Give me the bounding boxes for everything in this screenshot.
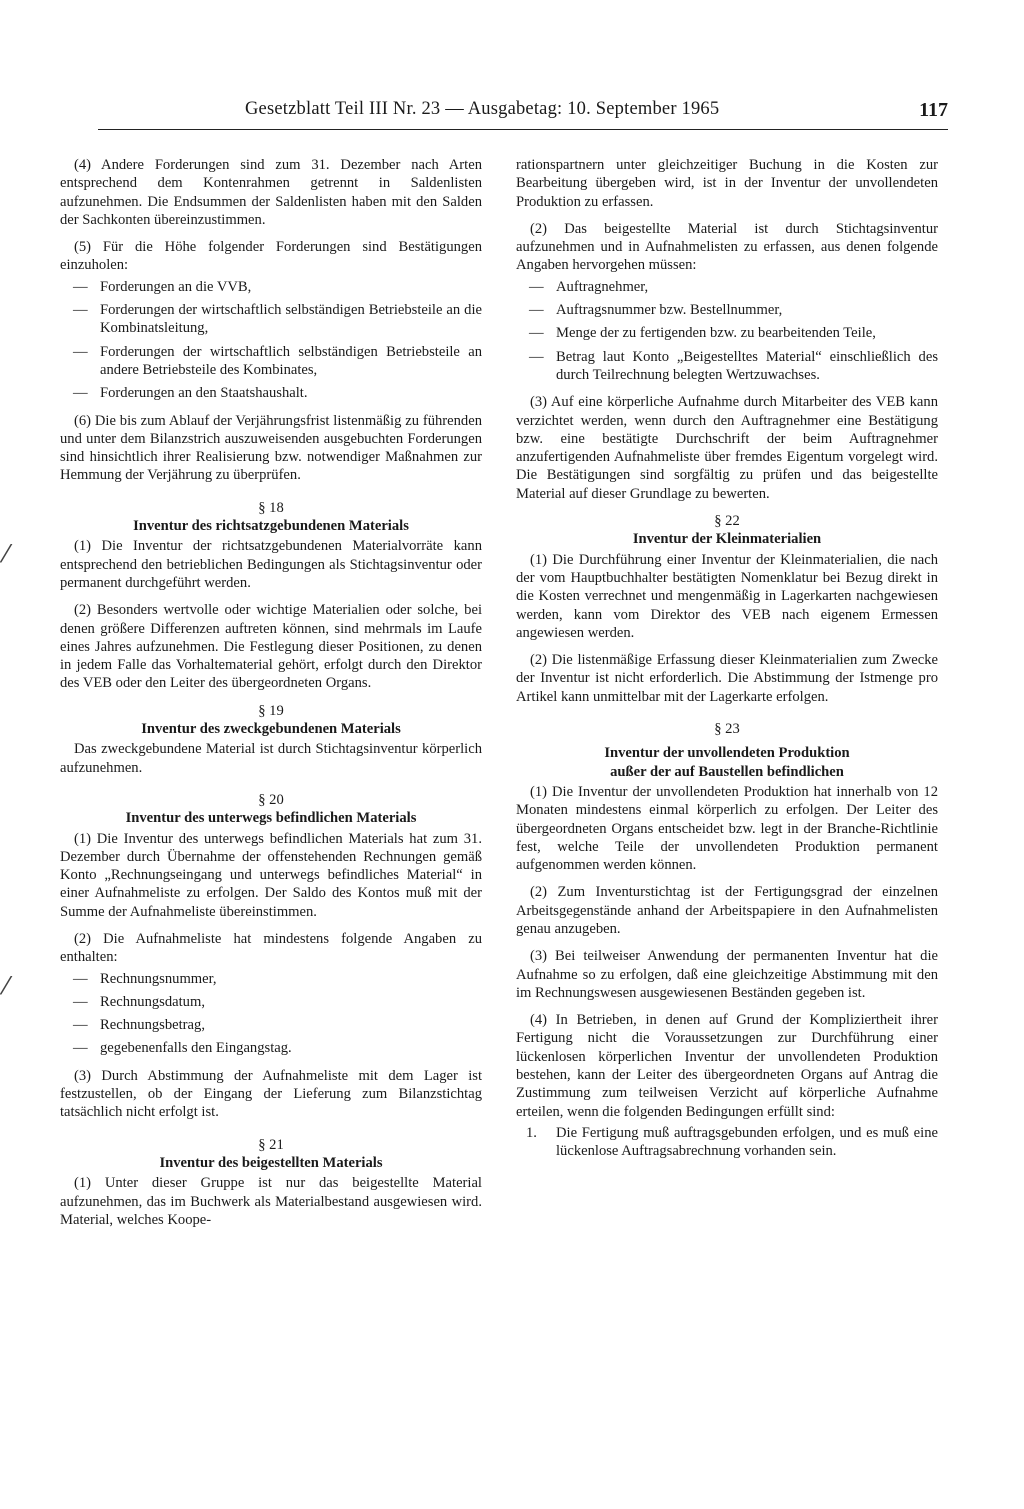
header-rule (98, 129, 948, 130)
section-number: § 22 (714, 513, 740, 530)
list-number: 1. (526, 1124, 537, 1141)
paragraph: (2) Besonders wertvolle oder wichtige Materialien oder solche, bei denen größere Differenzen auftreten können, sind mehrmals im Laufe eines Jahres aufzunehmen. Die Festlegung dieser Positionen, zu denen in jedem Falle das Vorhaltematerial gehört, erfolgt durch den Direktor des VEB oder den Leiter des übergeordneten Organs. (60, 602, 482, 692)
page-number: 117 (919, 99, 948, 121)
paragraph: (3) Durch Abstimmung der Aufnahmeliste mit dem Lager ist festzustellen, ob der Eingang der Lieferung zum Bilanzstichtag tatsächlich nicht erfolgt ist. (60, 1067, 482, 1121)
list-item: — Rechnungsdatum, (60, 993, 482, 1011)
list-item: — Betrag laut Konto „Beigestelltes Material“ einschließlich des durch Teilrechnung belegten Wertzuwachses. (516, 348, 938, 385)
list-item: — gegebenenfalls den Eingangstag. (60, 1039, 482, 1057)
list-item: — Rechnungsnummer, (60, 970, 482, 988)
section-number: § 18 (258, 499, 284, 516)
section-title: Inventur des zweckgebundenen Materials (141, 721, 401, 738)
page-header (98, 99, 948, 139)
list-item: — Menge der zu fertigenden bzw. zu bearbeitenden Teile, (516, 324, 938, 342)
list-item: — Forderungen an den Staatshaushalt. (60, 384, 482, 402)
section-number: § 21 (258, 1136, 284, 1153)
section-title: Inventur des beigestellten Materials (159, 1154, 383, 1171)
paragraph: (1) Die Durchführung einer Inventur der Kleinmaterialien, die nach der vom Hauptbuchhalter bestätigten Nomenklatur bei Bezug direkt in die Kosten verrechnet und mengenmäßig in Lagerkarten nachgewiesen werden, kann vom Direktor des VEB nach eigenem Ermessen angewiesen werden. (516, 551, 938, 641)
paragraph: (2) Die listenmäßige Erfassung dieser Kleinmaterialien zum Zwecke der Inventur ist nicht erforderlich. Die Abstimmung der Istmenge pro Artikel kann unmittelbar mit der Lagerkarte erfolgen. (516, 652, 938, 705)
paragraph: (3) Auf eine körperliche Aufnahme durch Mitarbeiter des VEB kann verzichtet werden, wenn durch den Auftragnehmer eine Bestätigung bzw. eine bestätigte Durchschrift der beim Auftragnehmer anzufertigenden Aufnahmeliste über fremdes Eigentum vorgelegt wird. Die Bestätigungen sind sorgfältig zu prüfen und das beigestellte Material auf dieser Grundlage zu bewerten. (516, 394, 938, 502)
header-title: Gesetzblatt Teil III Nr. 23 — Ausgabetag: 10. September 1965 (245, 99, 720, 119)
list-item: — Forderungen der wirtschaftlich selbständigen Betriebsteile an die Kombinatsleitung, (60, 301, 482, 338)
list-item: — Forderungen der wirtschaftlich selbständigen Betriebsteile an andere Betriebsteile des Kombinates, (60, 343, 482, 380)
section-number: § 20 (258, 791, 284, 808)
section-title: Inventur des unterwegs befindlichen Materials (125, 810, 417, 827)
section-title: Inventur des richtsatzgebundenen Materials (133, 518, 409, 535)
section-title: außer der auf Baustellen befindlichen (610, 763, 844, 780)
paragraph: (6) Die bis zum Ablauf der Verjährungsfrist listenmäßig zu führenden und unter dem Bilanzstrich auszuweisenden ausgebuchten Forderungen sind hinsichtlich ihrer Realisierung bzw. notwendiger Maßnahmen zur Hemmung der Verjährung zu überprüfen. (60, 412, 482, 484)
margin-mark: ⁄ (4, 540, 9, 568)
list-item (516, 1124, 938, 1161)
list-item: — Auftragnehmer, (516, 278, 938, 296)
section-title: Inventur der unvollendeten Produktion (604, 745, 850, 762)
paragraph: Das zweckgebundene Material ist durch Stichtagsinventur körperlich aufzunehmen. (60, 741, 482, 776)
section-number: § 23 (714, 721, 740, 738)
paragraph: (3) Bei teilweiser Anwendung der permanenten Inventur hat die Aufnahme so zu erfolgen, daß eine gleichzeitige Abstimmung mit den im Rechnungswesen ausgewiesenen Beständen gegeben ist. (516, 948, 938, 1001)
numbered-list (516, 1124, 938, 1161)
paragraph: (2) Die Aufnahmeliste hat mindestens folgende Angaben zu enthalten: (60, 930, 482, 966)
paragraph: (1) Die Inventur der richtsatzgebundenen Materialvorräte kann entsprechend den betrieblichen Bedingungen als Stichtagsinventur oder permanent durchgeführt werden. (60, 538, 482, 591)
paragraph: (1) Die Inventur des unterwegs befindlichen Materials hat zum 31. Dezember durch Übernahme der offenstehenden Rechnungen gemäß Konto „Rechnungseingang und unterwegs befindliches Material“ in einer Aufnahmeliste zu erfolgen. Der Saldo des Kontos muß mit der Summe der Aufnahmeliste übereinstimmen. (60, 830, 482, 920)
paragraph: (1) Die Inventur der unvollendeten Produktion hat innerhalb von 12 Monaten mindestens einmal körperlich zu erfolgen. Der Leiter des übergeordneten Organs entscheidet bzw. legt in der Branche-Richtlinie fest, welche Teile der unvollendeten Produktion permanent aufgenommen werden können. (516, 783, 938, 874)
paragraph: (4) Andere Forderungen sind zum 31. Dezember nach Arten entsprechend dem Kontenrahmen getrennt in Saldenlisten aufzunehmen. Die Endsummen der Saldenlisten haben mit den Salden der Sachkonten übereinzustimmen. (60, 157, 482, 228)
paragraph: (4) In Betrieben, in denen auf Grund der Kompliziertheit ihrer Fertigung nicht die Voraussetzungen zur Durchführung einer lückenlosen körperlichen Inventur der unvollendeten Produktion bestehen, kann der Leiter des übergeordneten Organs auf Antrag die Zustimmung zum teilweisen Verzicht auf körperliche Aufnahme erteilen, wenn die folgenden Bedingungen erfüllt sind: (516, 1012, 938, 1120)
list-item: — Auftragsnummer bzw. Bestellnummer, (516, 301, 938, 319)
dash-list (516, 278, 938, 384)
section-title: Inventur der Kleinmaterialien (632, 531, 822, 548)
list-item: — Forderungen an die VVB, (60, 278, 482, 296)
list-item: — Rechnungsbetrag, (60, 1016, 482, 1034)
dash-list (60, 278, 482, 403)
paragraph: (1) Unter dieser Gruppe ist nur das beigestellte Material aufzunehmen, das im Buchwerk als Materialbestand ausgewiesen wird. Material, welches Koope- (60, 1175, 482, 1228)
list-text: Die Fertigung muß auftragsgebunden erfolgen, und es muß eine lückenlose Auftragsabrechnung vorhanden sein. (556, 1124, 938, 1160)
margin-mark: ⁄ (4, 972, 9, 1000)
paragraph: (2) Zum Inventurstichtag ist der Fertigungsgrad der einzelnen Arbeitsgegenstände anhand der Arbeitspapiere in den Aufnahmelisten genau anzugeben. (516, 884, 938, 937)
paragraph: rationspartnern unter gleichzeitiger Buchung in die Kosten zur Bearbeitung übergeben wird, ist in der Inventur der unvollendeten Produktion zu erfassen. (516, 157, 938, 210)
right-column (516, 156, 938, 1161)
dash-list (60, 970, 482, 1058)
paragraph: (2) Das beigestellte Material ist durch Stichtagsinventur aufzunehmen und in Aufnahmelisten zu erfassen, aus denen folgende Angaben hervorgehen müssen: (516, 220, 938, 274)
left-column (60, 156, 482, 1238)
section-number: § 19 (258, 702, 284, 719)
paragraph: (5) Für die Höhe folgender Forderungen sind Bestätigungen einzuholen: (60, 239, 482, 274)
